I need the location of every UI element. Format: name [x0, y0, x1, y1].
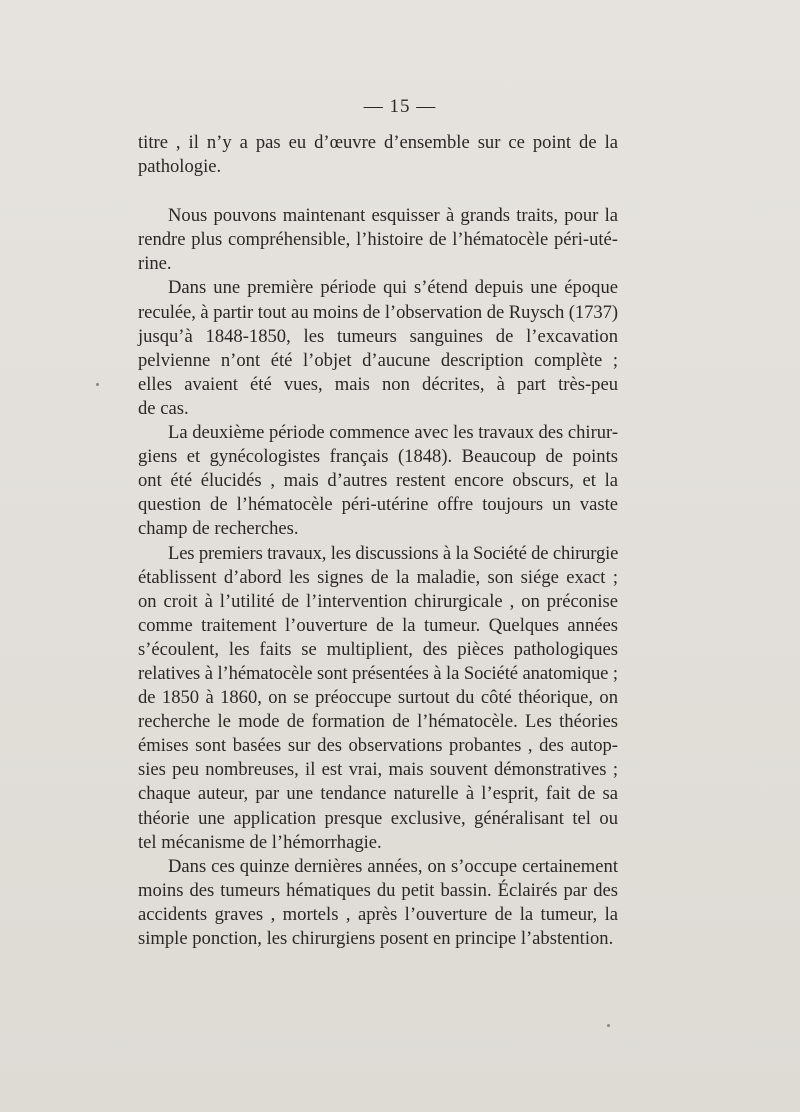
- text-line: La deuxième période commence avec les travaux des chirur-: [168, 422, 618, 444]
- page-number: — 15 —: [363, 96, 437, 117]
- text-line: titre , il n’y a pas eu d’œuvre d’ensemble sur ce point de la: [138, 132, 618, 153]
- text-line: simple ponction, les chirurgiens posent en principe l’abstention.: [138, 928, 614, 949]
- text-line: giens et gynécologistes français (1848). Beaucoup de points: [138, 446, 618, 468]
- text-line: sies peu nombreuses, il est vrai, mais souvent démonstratives ;: [138, 759, 618, 781]
- text-line: reculée, à partir tout au moins de l’observation de Ruysch (1737): [138, 301, 618, 323]
- text-line: Dans une première période qui s’étend depuis une époque: [168, 277, 618, 299]
- text-line: pathologie.: [138, 156, 222, 178]
- text-line: chaque auteur, par une tendance naturelle à l’esprit, fait de sa: [138, 783, 618, 805]
- text-line: rendre plus compréhensible, l’histoire de l’hématocèle péri-uté-: [138, 229, 618, 251]
- text-line: jusqu’à 1848-1850, les tumeurs sanguines de l’excavation: [138, 325, 618, 347]
- text-line: relatives à l’hématocèle sont présentées à la Société anatomique ;: [138, 662, 618, 684]
- text-line: elles avaient été vues, mais non décrites, à part très-peu: [138, 373, 618, 395]
- paragraph: [138, 204, 618, 276]
- text-line: Les premiers travaux, les discussions à la Société de chirurgie: [168, 542, 619, 564]
- paragraph: [138, 276, 618, 421]
- paper-speck: [96, 383, 99, 386]
- text-line: moins des tumeurs hématiques du petit bassin. Éclairés par des: [138, 879, 618, 901]
- paragraph: [138, 421, 618, 541]
- text-line: de cas.: [138, 397, 189, 419]
- paper-speck: [607, 1024, 610, 1027]
- text-line: Nous pouvons maintenant esquisser à grands traits, pour la: [168, 205, 618, 227]
- text-line: de 1850 à 1860, on se préoccupe surtout du côté théorique, on: [138, 687, 618, 709]
- text-line: recherche le mode de formation de l’hématocèle. Les théories: [138, 711, 618, 733]
- text-line: pelvienne n’ont été l’objet d’aucune description complète ;: [138, 349, 618, 371]
- body-text: [138, 131, 618, 951]
- paragraph: [138, 542, 618, 855]
- text-line: établissent d’abord les signes de la maladie, son siége exact ;: [138, 566, 618, 588]
- text-line: rine.: [138, 253, 172, 275]
- text-line: s’écoulent, les faits se multiplient, des pièces pathologiques: [138, 638, 618, 660]
- text-line: champ de recherches.: [138, 518, 299, 540]
- text-line: accidents graves , mortels , après l’ouverture de la tumeur, la: [138, 903, 618, 925]
- text-line: on croit à l’utilité de l’intervention chirurgicale , on préconise: [138, 590, 618, 612]
- text-line: question de l’hématocèle péri-utérine offre toujours un vaste: [138, 494, 618, 516]
- text-line: comme traitement l’ouverture de la tumeur. Quelques années: [138, 614, 618, 636]
- text-line: ont été élucidés , mais d’autres restent encore obscurs, et la: [138, 470, 618, 492]
- paragraph: [138, 131, 618, 179]
- text-line: tel mécanisme de l’hémorrhagie.: [138, 831, 382, 853]
- paragraph: [138, 855, 618, 951]
- text-line: émises sont basées sur des observations probantes , des autop-: [138, 735, 618, 757]
- text-line: Dans ces quinze dernières années, on s’occupe certainement: [168, 855, 618, 877]
- text-line: théorie une application presque exclusive, généralisant tel ou: [138, 807, 618, 829]
